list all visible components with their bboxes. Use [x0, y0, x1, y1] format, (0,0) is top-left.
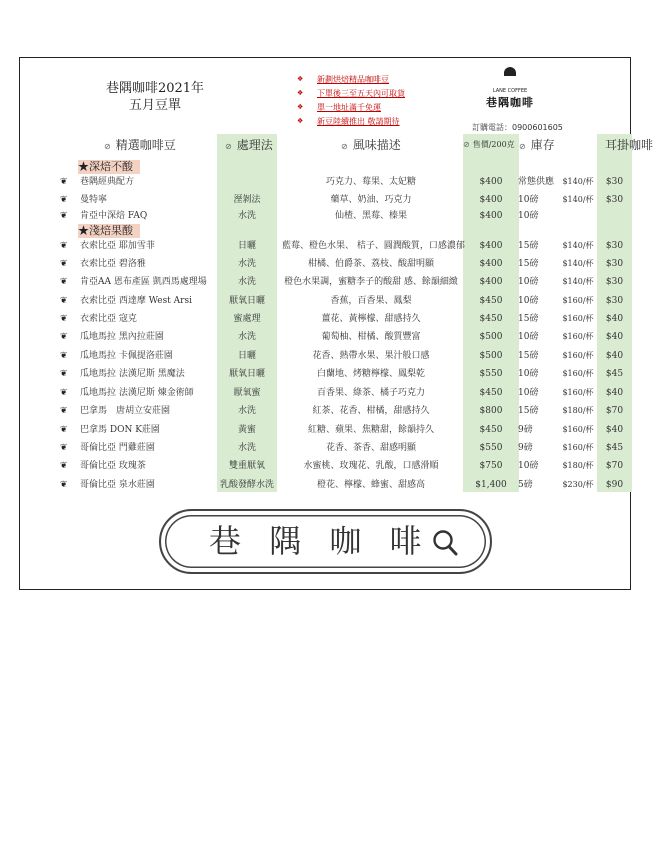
notice-item[interactable]: ❖ 新豆陸續推出 敬請期待 — [297, 116, 400, 126]
logo-brand-name: 巷隅咖啡 — [486, 96, 534, 109]
table-row[interactable]: ❦ 哥倫比亞 玫瑰茶 雙重厭氧 水蜜桃、玫瑰花、乳酸，口感滑順 $750 10磅 $180/杯 $70 — [20, 457, 632, 475]
table-header — [20, 134, 654, 156]
table-row[interactable]: ❦ 瓜地馬拉 法漢尼斯 煉金術師 厭氧蜜 百香果、綠茶、橘子巧克力 $450 10磅 $160/杯 $40 — [20, 384, 632, 402]
coffee-bean-icon: ❦ — [60, 195, 68, 205]
section-dark-roast: ★深焙不酸 — [78, 160, 140, 174]
coffee-bean-icon: ❦ — [60, 406, 68, 416]
notice-item[interactable]: ❖ 單一地址滿千免運 — [297, 102, 381, 112]
table-row[interactable]: ❦ 肯亞中深焙 FAQ 水洗 仙楂、黑莓、榛果 $400 10磅 — [20, 207, 632, 225]
section-light-roast: ★淺焙果酸 — [78, 224, 140, 238]
coffee-bean-icon: ❦ — [60, 480, 68, 490]
table-row[interactable]: ❦ 衣索比亞 耶加雪菲 日曬 藍莓、橙色水果、 桔子、圓潤酸質，口感濃郁 $400 15磅 $140/杯 $30 — [20, 237, 632, 255]
slash-circle-icon: ⊘ — [463, 140, 470, 149]
column-header-price: ⊘ 售價/200克 — [463, 140, 515, 149]
coffee-bean-icon: ❦ — [60, 461, 68, 471]
column-header-process: ⊘ 處理法 — [225, 138, 273, 152]
coffee-bean-icon: ❦ — [60, 425, 68, 435]
coffee-bean-icon: ❦ — [60, 388, 68, 398]
slash-circle-icon: ⊘ — [519, 142, 526, 151]
notice-item[interactable]: ❖ 新劃烘焙精品咖啡豆 — [297, 74, 389, 84]
coffee-bean-icon: ❦ — [60, 369, 68, 379]
column-header-stock: ⊘ 庫存 — [519, 138, 555, 152]
table-row[interactable]: ❦ 衣索比亞 碧洛雅 水洗 柑橘、伯爵茶、荔枝、酸甜明顯 $400 15磅 $140/杯 $30 — [20, 255, 632, 273]
diamond-bullet-icon: ❖ — [297, 89, 304, 97]
search-text: 巷 隅 咖 啡 — [209, 522, 431, 560]
coffee-cup-icon — [485, 70, 535, 96]
slash-circle-icon: ⊘ — [104, 142, 111, 151]
table-row[interactable]: ❦ 瓜地馬拉 法漢尼斯 黑魔法 厭氧日曬 白蘭地、烤糖檸檬、鳳梨乾 $550 10磅 $160/杯 $45 — [20, 365, 632, 383]
column-header-name: ⊘ 精選咖啡豆 — [104, 138, 176, 152]
order-phone: 訂購電話：0900601605 — [472, 123, 563, 132]
coffee-bean-icon: ❦ — [60, 314, 68, 324]
coffee-bean-icon: ❦ — [60, 443, 68, 453]
coffee-bean-icon: ❦ — [60, 332, 68, 342]
table-row[interactable]: ❦ 肯亞AA 恩布產區 凱西馬處理場 水洗 橙色水果調，蜜糖李子的酸甜 感、餘韻細緻 $400 10磅 $140/杯 $30 — [20, 273, 632, 291]
coffee-bean-icon: ❦ — [60, 211, 68, 221]
coffee-bean-icon: ❦ — [60, 296, 68, 306]
table-row[interactable]: ❦ 哥倫比亞 泉水莊園 乳酸發酵水洗 橙花、檸檬、蜂蜜、甜感高 $1,400 5磅 $230/杯 $90 — [20, 476, 632, 494]
table-row[interactable]: ❦ 瓜地馬拉 卡佩提洛莊園 日曬 花香、熱帶水果、果汁般口感 $500 15磅 $160/杯 $40 — [20, 347, 632, 365]
coffee-bean-icon: ❦ — [60, 277, 68, 287]
menu-sheet — [19, 57, 654, 590]
menu-title: 巷隅咖啡2021年 — [105, 81, 205, 96]
table-row[interactable]: ❦ 衣索比亞 西達摩 West Arsi 厭氧日曬 香蕉，百香果、鳳梨 $450 10磅 $160/杯 $30 — [20, 292, 632, 310]
coffee-bean-icon: ❦ — [60, 259, 68, 269]
table-row[interactable]: ❦ 瓜地馬拉 黑內拉莊園 水洗 葡萄柚、柑橘、酸質豐富 $500 10磅 $160/杯 $40 — [20, 328, 632, 346]
table-row[interactable]: ❦ 巴拿馬 DON K莊園 黃蜜 紅糖、蘋果、焦糖甜，餘韻持久 $450 9磅 $160/杯 $40 — [20, 421, 632, 439]
search-icon[interactable] — [430, 528, 460, 558]
menu-subtitle: 五月豆單 — [128, 98, 181, 113]
diamond-bullet-icon: ❖ — [297, 117, 304, 125]
table-row[interactable]: ❦ 衣索比亞 寇克 蜜處理 薑花、黃檸檬、甜感持久 $450 15磅 $160/杯 $40 — [20, 310, 632, 328]
coffee-bean-icon: ❦ — [60, 351, 68, 361]
diamond-bullet-icon: ❖ — [297, 103, 304, 111]
diamond-bullet-icon: ❖ — [297, 75, 304, 83]
slash-circle-icon: ⊘ — [225, 142, 232, 151]
svg-text:LANE COFFEE: LANE COFFEE — [492, 88, 528, 94]
coffee-bean-icon: ❦ — [60, 241, 68, 251]
search-bar[interactable] — [159, 509, 492, 574]
table-row[interactable]: ❦ 巴拿馬 唐胡立安莊園 水洗 紅茶、花香、柑橘，甜感持久 $800 15磅 $180/杯 $70 — [20, 402, 632, 420]
coffee-bean-icon: ❦ — [60, 177, 68, 187]
column-header-hang: 耳掛咖啡 — [605, 138, 654, 152]
table-row[interactable]: ❦ 哥倫比亞 門雞莊園 水洗 花香、茶香、甜感明顯 $550 9磅 $160/杯 $45 — [20, 439, 632, 457]
notice-list — [297, 72, 405, 128]
brand-logo — [485, 70, 535, 118]
slash-circle-icon: ⊘ — [341, 142, 348, 151]
table-row[interactable]: ❦ 巷隅經典配方 巧克力、莓果、太妃糖 $400 常態供應 $140/杯 $30 — [20, 173, 632, 191]
notice-item[interactable]: ❖ 下單後三至五天內可取貨 — [297, 88, 405, 98]
table-row[interactable]: ❦ 曼特寧 溼剝法 藥草、奶油、巧克力 $400 10磅 $140/杯 $30 — [20, 191, 632, 209]
column-header-flavor: ⊘ 風味描述 — [341, 138, 401, 152]
